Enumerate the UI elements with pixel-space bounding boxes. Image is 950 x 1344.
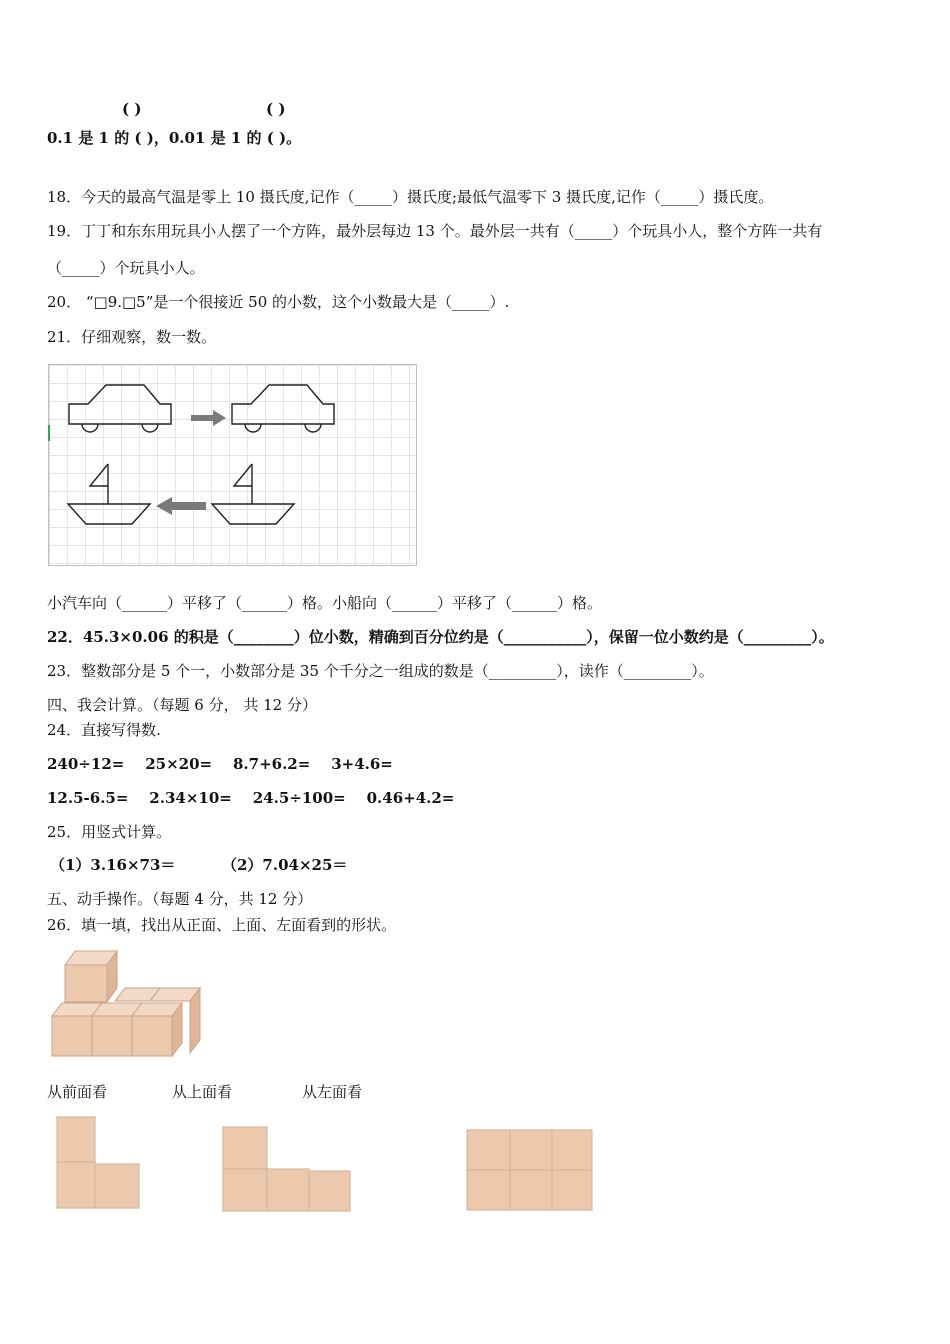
q22-text: 22．45.3×0.06 的积是（________）位小数，精确到百分位约是（___________），保留一位小数约是（_________）。	[47, 628, 834, 646]
q23-text: 23．整数部分是 5 个一，小数部分是 35 个千分之一组成的数是（_________），读作（_________）。	[47, 662, 714, 680]
boat-original	[212, 464, 294, 524]
section-5-heading: 五、动手操作。（每题 4 分，共 12 分）	[47, 890, 313, 908]
q19-line2: （_____）个玩具小人。	[47, 259, 205, 277]
q21-answer: 小汽车向（______）平移了（______）格。小船向（______）平移了（______）格。	[47, 594, 603, 612]
right-arrow-icon	[191, 410, 226, 426]
q25-item-2: （2）7.04×25＝	[222, 856, 348, 874]
q24-row1: 240÷12= 25×20= 8.7+6.2= 3+4.6=	[47, 755, 393, 773]
car-original	[69, 385, 171, 432]
left-view-shape	[466, 1129, 594, 1213]
q24-row2: 12.5-6.5= 2.34×10= 24.5÷100= 0.46+4.2=	[47, 789, 455, 807]
left-arrow-icon	[156, 497, 206, 515]
car-translated	[232, 385, 334, 432]
q17-top-paren-2: ( )	[266, 100, 286, 118]
cube-stack-figure	[50, 948, 205, 1060]
front-view-label: 从前面看	[47, 1083, 108, 1101]
left-view-label: 从左面看	[302, 1083, 363, 1101]
q24-title: 24．直接写得数.	[47, 721, 161, 739]
top-view-label: 从上面看	[172, 1083, 233, 1101]
translation-figure	[48, 364, 415, 564]
front-view-shape	[56, 1116, 142, 1212]
q26-title: 26．填一填，找出从正面、上面、左面看到的形状。	[47, 916, 397, 934]
q19-line1: 19．丁丁和东东用玩具小人摆了一个方阵，最外层每边 13 个。最外层一共有（_____）个玩具小人，整个方阵一共有	[47, 222, 823, 240]
q21-title: 21．仔细观察，数一数。	[47, 328, 217, 346]
top-view-shape	[222, 1126, 352, 1214]
q18-text: 18．今天的最高气温是零上 10 摄氏度,记作（_____）摄氏度;最低气温零下 3 摄氏度,记作（_____）摄氏度。	[47, 188, 774, 206]
boat-translated	[68, 464, 150, 524]
q17-top-paren-1: ( )	[122, 100, 142, 118]
q25-title: 25．用竖式计算。	[47, 823, 172, 841]
q17-text: 0.1 是 1 的 ( )，0.01 是 1 的 ( )。	[47, 129, 302, 147]
q25-item-1: （1）3.16×73＝	[50, 856, 176, 874]
section-4-heading: 四、我会计算。（每题 6 分， 共 12 分）	[47, 696, 317, 714]
q20-text: 20． “□9.□5”是一个很接近 50 的小数，这个小数最大是（_____）.	[47, 293, 510, 311]
